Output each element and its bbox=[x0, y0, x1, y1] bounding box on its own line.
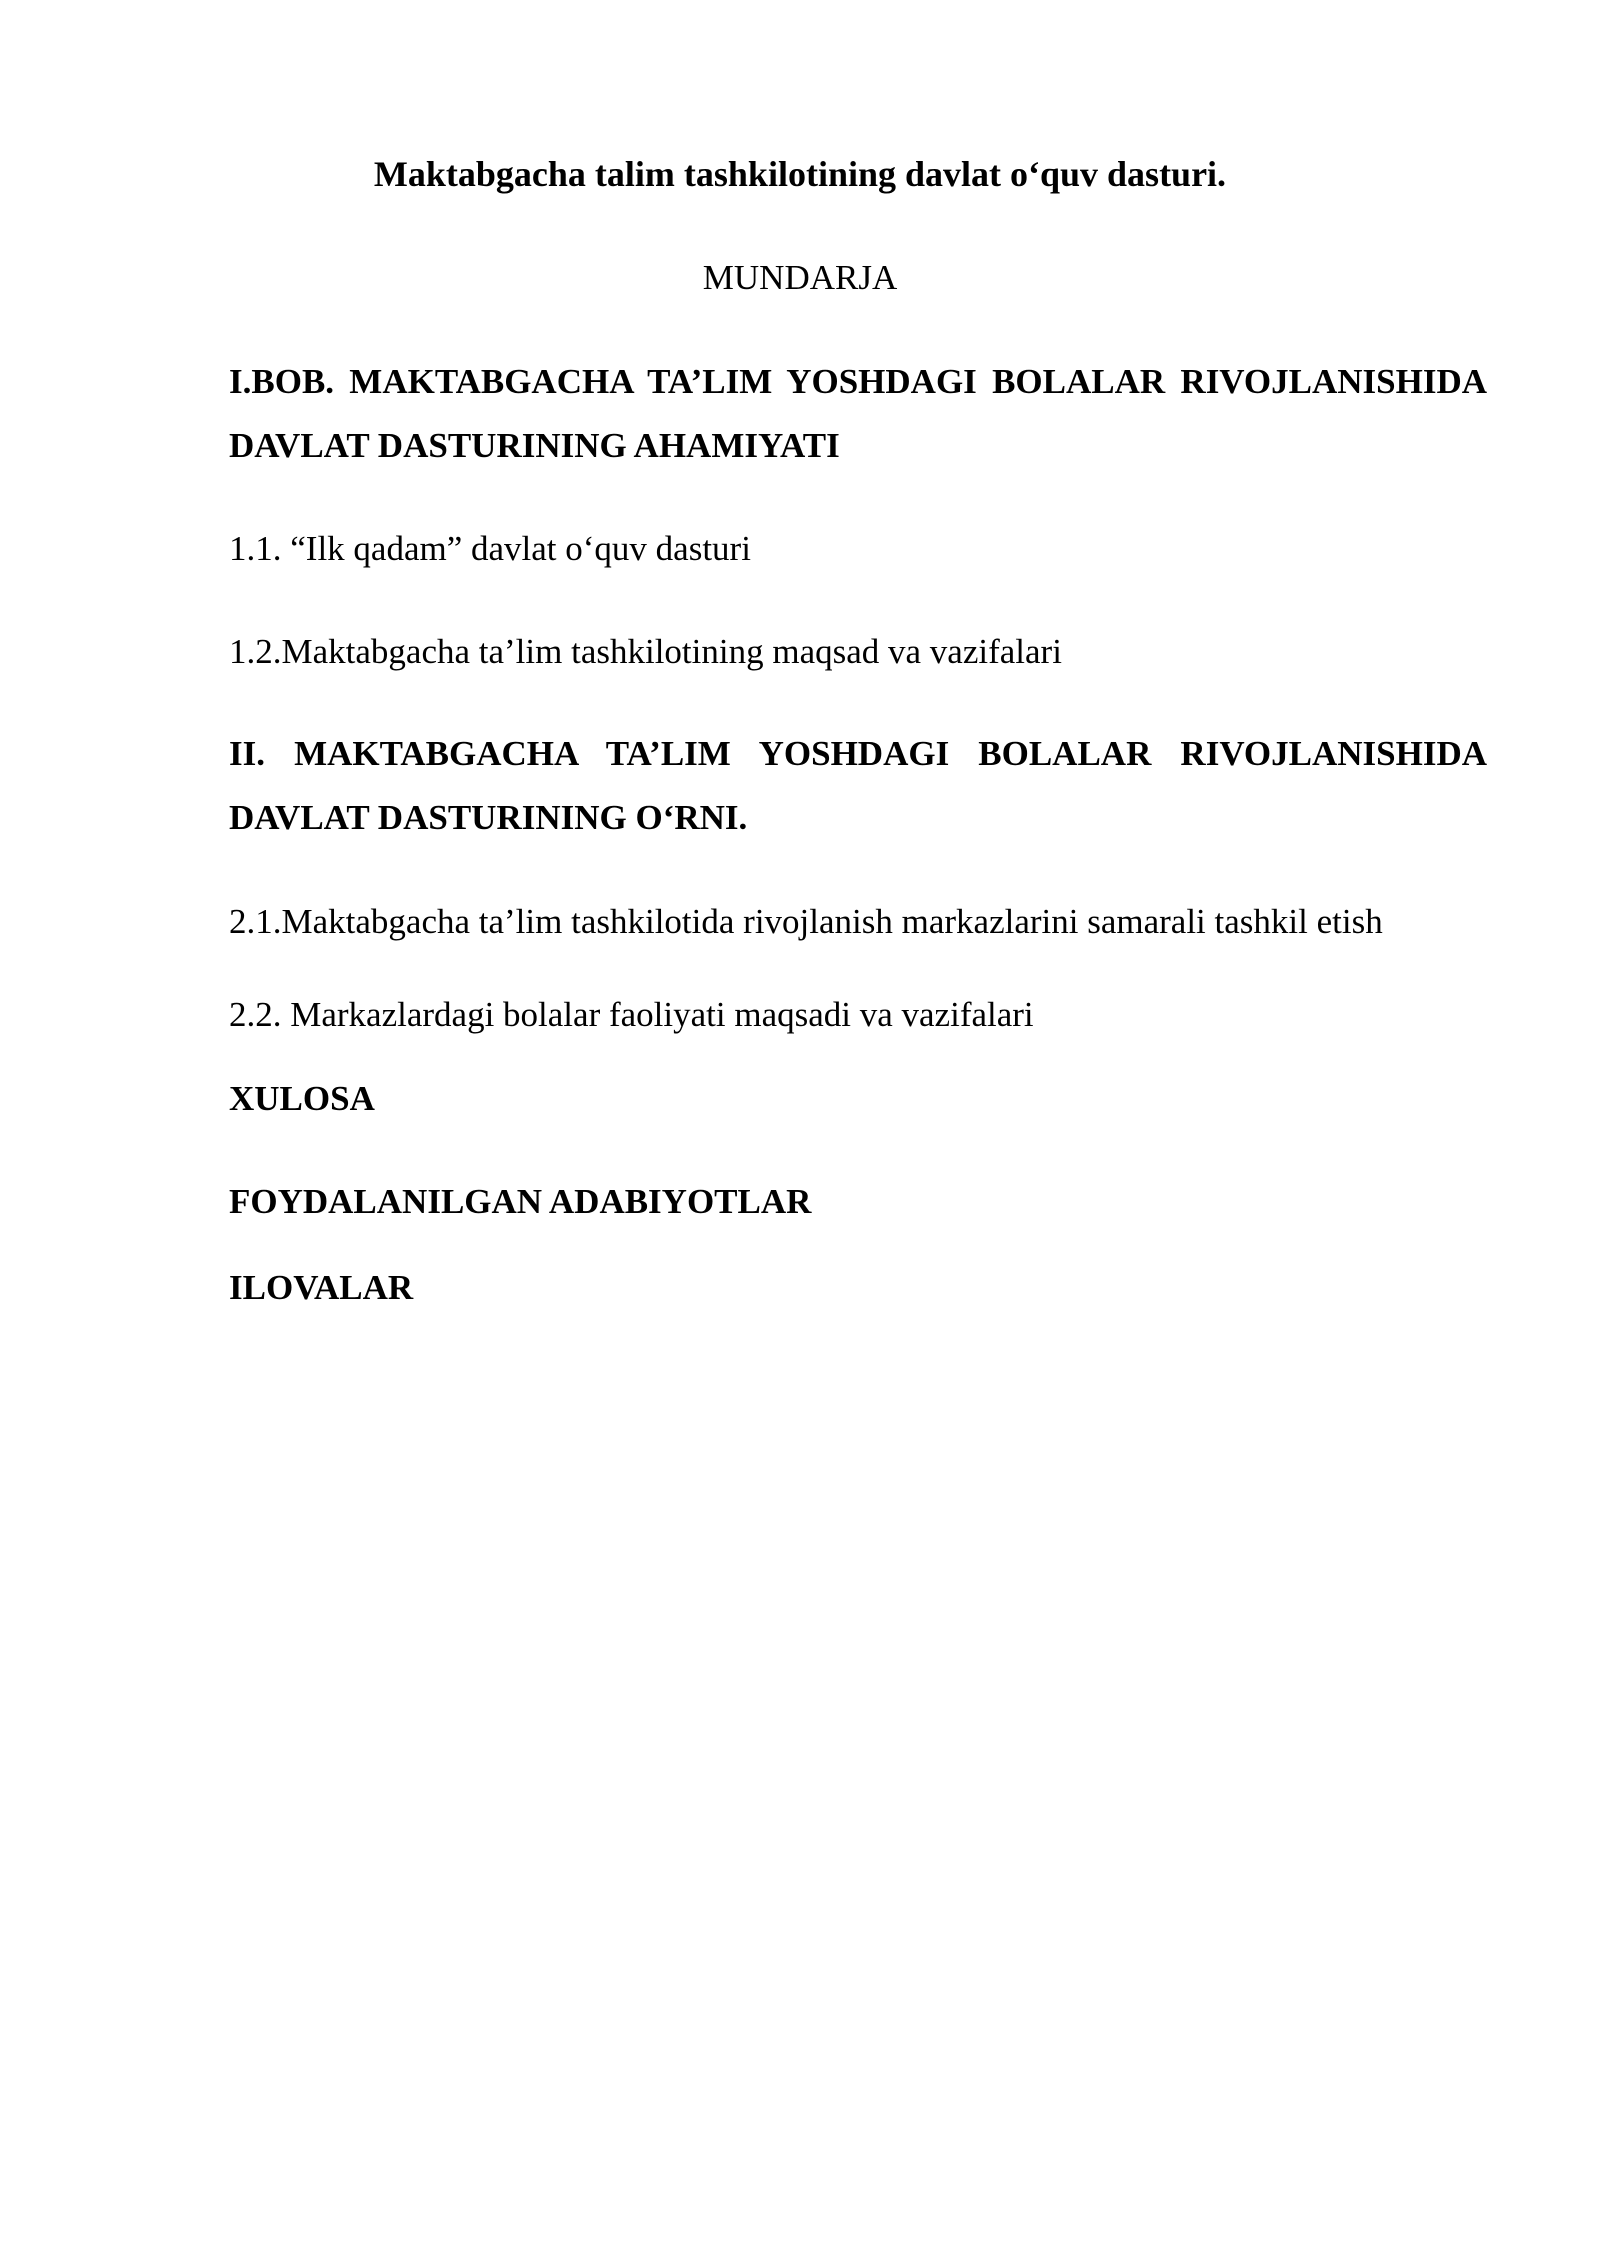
toc-section-2-2: 2.2. Markazlardagi bolalar faoliyati maqsadi va vazifalari bbox=[229, 995, 1034, 1034]
toc-section-2-1: 2.1.Maktabgacha ta’lim tashkilotida rivojlanish markazlarini samarali tashkil etish bbox=[229, 902, 1383, 941]
toc-chapter-2: II. MAKTABGACHA TA’LIM YOSHDAGI BOLALAR RIVOJLANISHIDA DAVLAT DASTURINING O‘RNI. bbox=[229, 734, 1487, 837]
toc-appendices: ILOVALAR bbox=[229, 1268, 414, 1307]
toc-section-1-1: 1.1. “Ilk qadam” davlat o‘quv dasturi bbox=[229, 529, 751, 568]
document-title: Maktabgacha talim tashkilotining davlat o‘quv dasturi. bbox=[373, 154, 1227, 194]
contents-heading: MUNDARJA bbox=[702, 258, 898, 297]
toc-references: FOYDALANILGAN ADABIYOTLAR bbox=[229, 1182, 812, 1221]
toc-conclusion: XULOSA bbox=[229, 1079, 375, 1118]
toc-chapter-1: I.BOB. MAKTABGACHA TA’LIM YOSHDAGI BOLALAR RIVOJLANISHIDA DAVLAT DASTURINING AHAMIYATI bbox=[229, 362, 1487, 465]
toc-section-1-2: 1.2.Maktabgacha ta’lim tashkilotining maqsad va vazifalari bbox=[229, 632, 1062, 671]
